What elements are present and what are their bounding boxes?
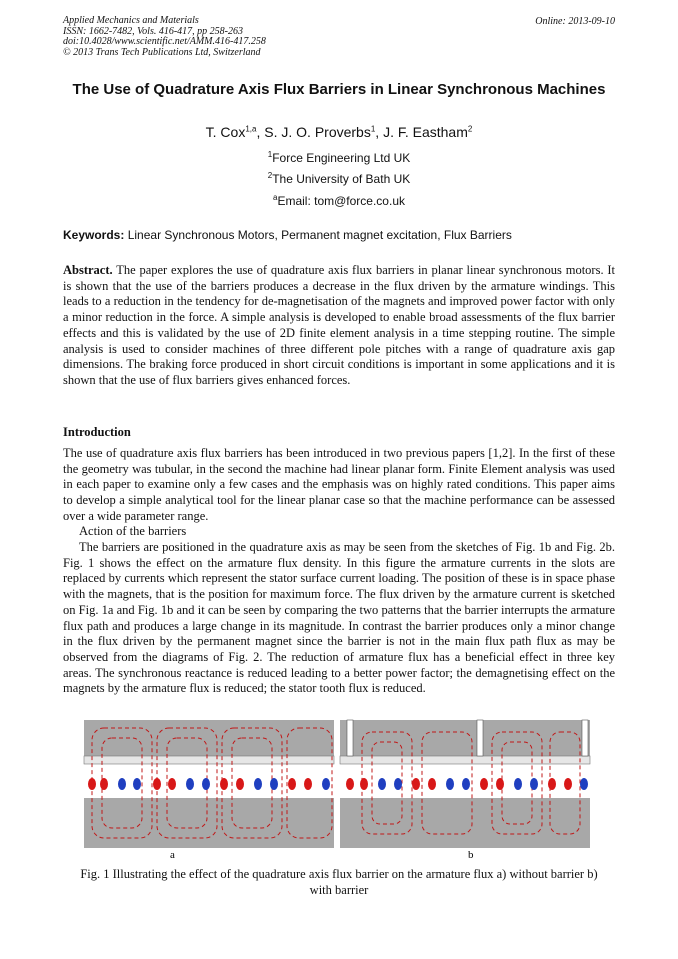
keywords — [63, 228, 623, 242]
abstract-label: Abstract. — [63, 263, 113, 277]
keywords-text: Linear Synchronous Motors, Permanent magnet excitation, Flux Barriers — [127, 228, 512, 242]
subheading: Action of the barriers — [79, 524, 187, 538]
affiliation-text: Force Engineering Ltd UK — [272, 151, 411, 165]
affiliation-sup: 1 — [267, 150, 273, 159]
stator-slots — [84, 756, 334, 764]
figure-1b — [340, 720, 590, 861]
affiliation — [63, 171, 615, 186]
flux-barrier — [477, 720, 483, 756]
flux-barrier — [582, 720, 588, 756]
figure-1a — [84, 720, 334, 861]
affiliation — [63, 150, 615, 165]
author-name: T. Cox — [205, 124, 246, 140]
stator-slots — [340, 756, 590, 764]
online-date: Online: 2013-09-10 — [535, 16, 615, 27]
keywords-label: Keywords: — [63, 228, 125, 242]
section-heading: Introduction — [63, 425, 131, 439]
stator-lower — [84, 798, 334, 848]
stator-lower — [340, 798, 590, 848]
flux-barrier — [347, 720, 353, 756]
author-name: J. F. Eastham — [383, 124, 468, 140]
affiliation-text: Email: tom@force.co.uk — [277, 194, 405, 208]
affiliation-sup: a — [272, 193, 278, 202]
journal-header — [63, 16, 266, 58]
figure-caption: Fig. 1 Illustrating the effect of the quadrature axis flux barrier on the armature flux a) without barrier b) with barrier — [80, 867, 598, 897]
author-sup: 1,a — [245, 124, 257, 134]
intro-paragraph: The barriers are positioned in the quadrature axis as may be seen from the sketches of Fig. 1b and Fig. 2b. Fig. 1 shows the effect on the armature flux density. In this figure the armature currents in the slots are replaced by currents which represent the stator surface current loading. The position of these is in space phase with the magnets, that is the position for maximum force. The flux driven by the armature current is sketched on Fig. 1a and Fig. 1b and it can be seen by comparing the two patterns that the barrier interrupts the armature flux path and produces a large change in its magnitude. In contrast the barrier produces only a minor change in the flux driven by the permanent magnet since the barrier is not in the main flux path flux as may be observed from the diagrams of Fig. 2. The reduction of armature flux has a beneficial effect in three key areas. The synchronous reactance is reduced leading to a better power factor; the demagnetising effect on the magnets by the armature flux is reduced; the stator tooth flux is reduced. — [63, 540, 615, 696]
author-sup: 2 — [467, 124, 473, 134]
journal-name: Applied Mechanics and Materials — [63, 15, 199, 26]
figure-label-a: a — [170, 849, 175, 861]
conductors — [346, 778, 588, 790]
abstract — [63, 263, 615, 389]
figure-1 — [82, 718, 592, 864]
stator-upper — [340, 720, 590, 756]
affiliation-sup: 2 — [267, 171, 273, 180]
abstract-text: The paper explores the use of quadrature axis flux barriers in planar linear synchronous motors. It is shown that the use of the barriers produces a decrease in the flux driven by the armature windings. This leads to a reduction in the tendency for de-magnetisation of the magnets and improved power factor with only a minor reduction in the force. A simple analysis is developed to enable broad assessments of the flux barrier effects and this is validated by the use of 2D finite element analysis in a time stepping routine. The simple analysis is used to consider machines of three different pole pitches with a range of quadrature axis gap dimensions. The braking force produced in short circuit conditions is important in some applications and it is shown that the use of flux barriers gives enhanced forces. — [63, 263, 615, 387]
affiliation — [63, 193, 615, 208]
doi-line: doi:10.4028/www.scientific.net/AMM.416-417.258 — [63, 36, 266, 47]
copyright-line: © 2013 Trans Tech Publications Ltd, Switzerland — [63, 46, 261, 58]
author-list: T. Cox$^{1,a}$, S. J. O. Proverbs$^1$, J. F. Eastham$^2$ — [205, 124, 473, 140]
conductors — [88, 778, 330, 790]
author-sup: 1 — [370, 124, 376, 134]
affiliation-text: The University of Bath UK — [272, 172, 411, 186]
intro-paragraph: The use of quadrature axis flux barriers has been introduced in two previous papers [1,2]. In the first of these the geometry was tubular, in the second the machine had linear planar form. Finite Element analysis was used in each paper to examine only a few cases and the emphasis was on highly rated conditions. This paper aims to develop a simple analytical tool for the linear planar case so that the machine performance can be assessed over a wide parameter range. — [63, 446, 615, 523]
figure-label-b: b — [468, 849, 474, 861]
author-name: S. J. O. Proverbs — [264, 124, 371, 140]
issn-line: ISSN: 1662-7482, Vols. 416-417, pp 258-263 — [63, 25, 243, 37]
paper-title: The Use of Quadrature Axis Flux Barriers in Linear Synchronous Machines — [72, 81, 606, 98]
